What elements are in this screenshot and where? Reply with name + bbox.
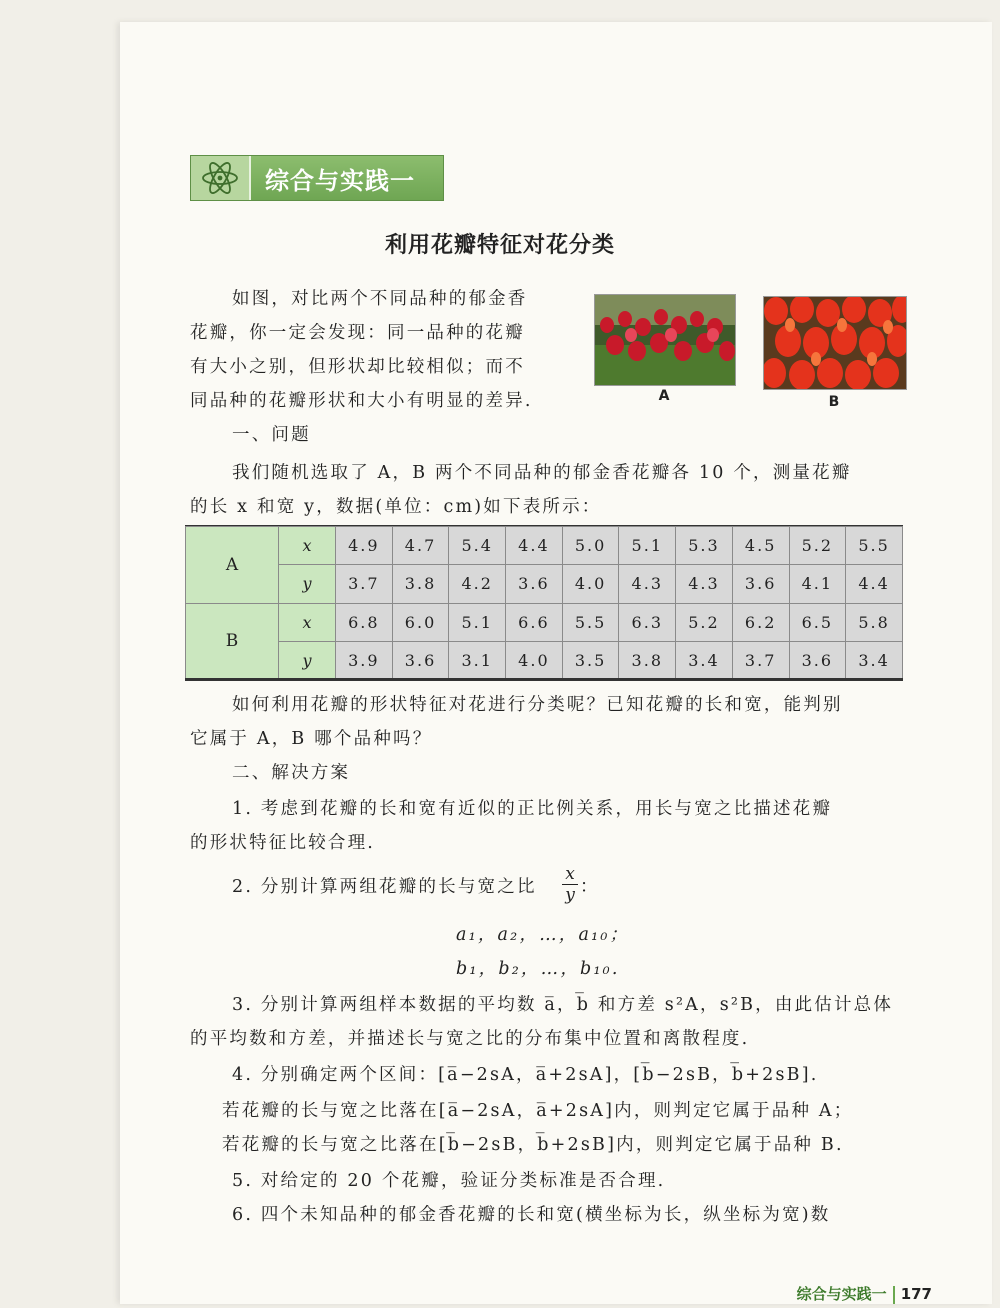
table-row	[186, 603, 903, 641]
fraction-denominator: y	[565, 885, 575, 905]
section-heading-solution: 二、解决方案	[232, 763, 351, 783]
table-cell: 3.8	[392, 565, 449, 603]
table-cell: 4.2	[449, 565, 506, 603]
tulip-photo-a	[594, 294, 736, 386]
table-cell: 5.4	[449, 527, 506, 565]
table-cell: 5.5	[846, 527, 903, 565]
step-line: 1. 考虑到花瓣的长和宽有近似的正比例关系，用长与宽之比描述花瓣	[232, 799, 833, 819]
table-cell: 4.0	[506, 641, 563, 679]
step-line: 2. 分别计算两组花瓣的长与宽之比	[232, 877, 537, 897]
intro-line: 如图，对比两个不同品种的郁金香	[232, 289, 528, 309]
fraction-numerator: x	[565, 864, 575, 884]
step-line: 3. 分别计算两组样本数据的平均数 a̅，b̅ 和方差 s²A，s²B，由此估计总体	[232, 995, 894, 1015]
table-cell: 6.2	[732, 603, 789, 641]
table-cell: 5.3	[676, 527, 733, 565]
fraction-x-over-y	[562, 864, 578, 905]
group-label-a: A	[186, 527, 279, 604]
step-line: 若花瓣的长与宽之比落在[a̅−2sA，a̅+2sA]内，则判定它属于品种 A；	[222, 1101, 854, 1121]
question-line: 它属于 A，B 哪个品种吗？	[190, 729, 433, 749]
table-cell: 3.4	[676, 641, 733, 679]
section-banner	[190, 155, 444, 201]
step-line: 4. 分别确定两个区间：[a̅−2sA，a̅+2sA]，[b̅−2sB，b̅+2sB].	[232, 1065, 819, 1085]
table-cell: 5.0	[562, 527, 619, 565]
table-row	[186, 527, 903, 565]
banner-title: 综合与实践一	[265, 166, 415, 195]
var-label: x	[279, 527, 336, 565]
table-cell: 4.1	[789, 565, 846, 603]
step-line: 的形状特征比较合理.	[190, 833, 376, 853]
table-cell: 3.8	[619, 641, 676, 679]
colon: ：	[580, 877, 600, 897]
table-cell: 3.7	[732, 641, 789, 679]
table-cell: 5.2	[789, 527, 846, 565]
table-cell: 3.6	[789, 641, 846, 679]
tulip-photo-b	[763, 296, 907, 390]
table-cell: 4.4	[506, 527, 563, 565]
table-bottom-rule	[185, 678, 903, 681]
footer-divider	[893, 1286, 895, 1304]
atom-icon	[191, 156, 251, 200]
data-table	[185, 526, 903, 680]
table-cell: 4.5	[732, 527, 789, 565]
step-line: 5. 对给定的 20 个花瓣，验证分类标准是否合理.	[232, 1171, 666, 1191]
step-line: 若花瓣的长与宽之比落在[b̅−2sB，b̅+2sB]内，则判定它属于品种 B.	[222, 1135, 844, 1155]
table-cell: 5.1	[619, 527, 676, 565]
table-cell: 3.9	[336, 641, 393, 679]
table-cell: 3.6	[506, 565, 563, 603]
table-cell: 4.7	[392, 527, 449, 565]
table-cell: 6.3	[619, 603, 676, 641]
table-cell: 3.7	[336, 565, 393, 603]
table-cell: 6.8	[336, 603, 393, 641]
footer-label: 综合与实践一	[796, 1285, 887, 1303]
photo-caption-a: A	[658, 388, 670, 404]
problem-line: 我们随机选取了 A，B 两个不同品种的郁金香花瓣各 10 个，测量花瓣	[232, 463, 852, 483]
page-number: 177	[900, 1285, 932, 1303]
photo-caption-b: B	[828, 394, 840, 410]
table-cell: 3.6	[732, 565, 789, 603]
table-cell: 4.0	[562, 565, 619, 603]
var-label: x	[279, 603, 336, 641]
intro-line: 同品种的花瓣形状和大小有明显的差异.	[190, 391, 533, 411]
var-label: y	[279, 565, 336, 603]
table-cell: 4.3	[619, 565, 676, 603]
var-label: y	[279, 641, 336, 679]
step-line: 6. 四个未知品种的郁金香花瓣的长和宽(横坐标为长，纵坐标为宽)数	[232, 1205, 831, 1225]
table-cell: 3.4	[846, 641, 903, 679]
table-cell: 6.5	[789, 603, 846, 641]
page-title: 利用花瓣特征对花分类	[384, 233, 615, 258]
table-cell: 3.6	[392, 641, 449, 679]
table-cell: 6.6	[506, 603, 563, 641]
table-cell: 5.1	[449, 603, 506, 641]
step-line: 的平均数和方差，并描述长与宽之比的分布集中位置和离散程度.	[190, 1029, 750, 1049]
sequence-b: b₁，b₂，…，b₁₀.	[456, 959, 620, 979]
intro-line: 有大小之别，但形状却比较相似；而不	[190, 357, 525, 377]
table-cell: 3.1	[449, 641, 506, 679]
table-cell: 3.5	[562, 641, 619, 679]
section-heading-problem: 一、问题	[232, 425, 311, 445]
group-label-b: B	[186, 603, 279, 680]
table-row	[186, 565, 903, 603]
table-cell: 5.8	[846, 603, 903, 641]
intro-line: 花瓣，你一定会发现：同一品种的花瓣	[190, 323, 525, 343]
question-line: 如何利用花瓣的形状特征对花进行分类呢？已知花瓣的长和宽，能判别	[232, 695, 843, 715]
table-cell: 5.2	[676, 603, 733, 641]
sequence-a: a₁，a₂，…，a₁₀；	[456, 925, 630, 945]
problem-line: 的长 x 和宽 y，数据(单位：cm)如下表所示：	[190, 497, 602, 517]
table-cell: 4.9	[336, 527, 393, 565]
table-cell: 4.4	[846, 565, 903, 603]
table-cell: 5.5	[562, 603, 619, 641]
page-footer	[797, 1283, 932, 1304]
table-cell: 4.3	[676, 565, 733, 603]
table-cell: 6.0	[392, 603, 449, 641]
table-row	[186, 641, 903, 679]
